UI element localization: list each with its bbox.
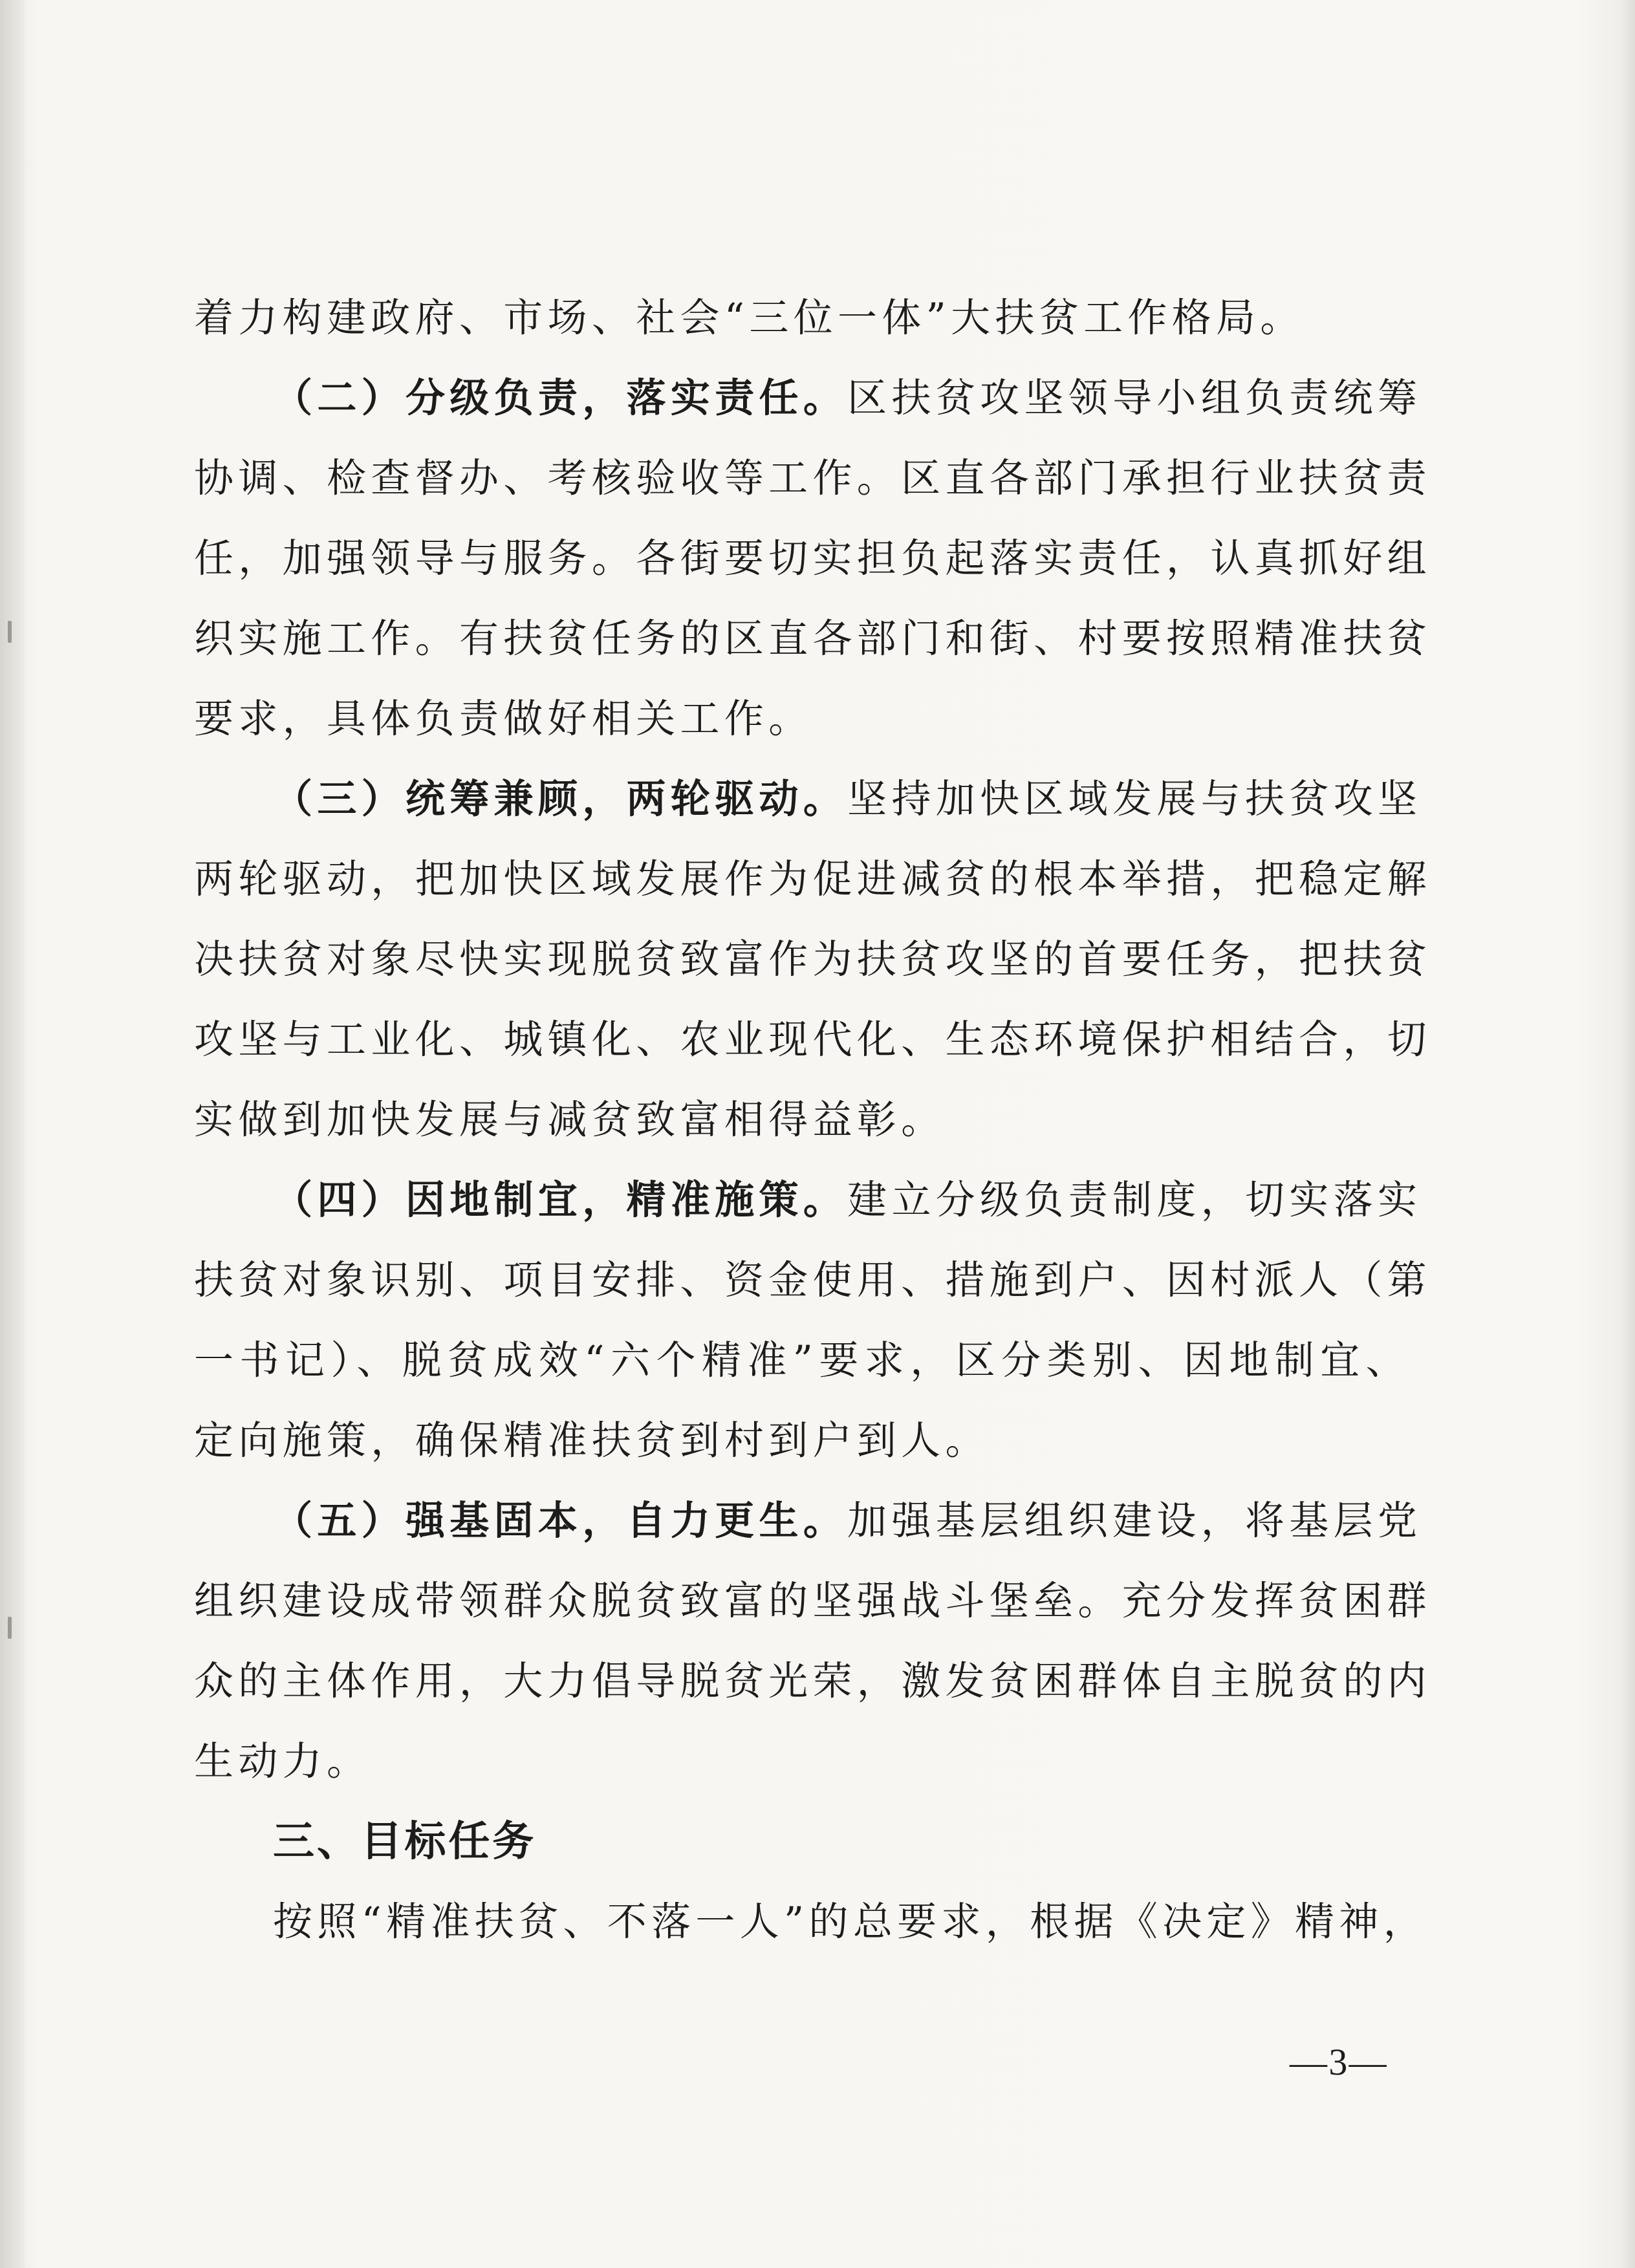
- paragraph-line: 生动力。: [194, 1738, 371, 1784]
- paragraph-lead: （二）分级负责，落实责任。: [273, 375, 848, 421]
- paragraph-text: 区扶贫攻坚领导小组负责统筹: [847, 375, 1422, 421]
- paragraph-line: 着力构建政府、市场、社会“三位一体”大扶贫工作格局。: [194, 295, 1305, 341]
- paragraph-line: 要求，具体负责做好相关工作。: [194, 696, 813, 742]
- binding-edge: [0, 0, 25, 2268]
- paragraph-lead: （四）因地制宜，精准施策。: [273, 1177, 848, 1223]
- paragraph-line: 两轮驱动，把加快区域发展作为促进减贫的根本举措，把稳定解: [194, 856, 1431, 902]
- paragraph-line: 定向施策，确保精准扶贫到村到户到人。: [194, 1418, 990, 1463]
- page-edge-shadow: [1619, 0, 1635, 2268]
- paragraph-line: 协调、检查督办、考核验收等工作。区直各部门承担行业扶贫责: [194, 455, 1431, 501]
- page-number: —3—: [1290, 2041, 1388, 2083]
- paragraph-line: 组织建设成带领群众脱贫致富的坚强战斗堡垒。充分发挥贫困群: [194, 1578, 1431, 1624]
- body-text: [194, 278, 1431, 1962]
- paragraph-line: 织实施工作。有扶贫任务的区直各部门和街、村要按照精准扶贫: [194, 616, 1431, 662]
- paragraph-line: 一书记）、脱贫成效“六个精准”要求，区分类别、因地制宜、: [194, 1337, 1410, 1383]
- paragraph-text: 坚持加快区域发展与扶贫攻坚: [847, 776, 1422, 822]
- paragraph-line: 众的主体作用，大力倡导脱贫光荣，激发贫困群体自主脱贫的内: [194, 1658, 1431, 1704]
- paragraph-first-line: [194, 358, 1422, 438]
- paragraph-first-line: [194, 1160, 1422, 1240]
- section-heading: 三、目标任务: [273, 1818, 537, 1866]
- paragraph-line: 决扶贫对象尽快实现脱贫致富作为扶贫攻坚的首要任务，把扶贫: [194, 936, 1431, 982]
- paragraph-line: 实做到加快发展与减贫致富相得益彰。: [194, 1097, 946, 1143]
- paragraph-text: 加强基层组织建设，将基层党: [847, 1498, 1422, 1544]
- paragraph-line: 攻坚与工业化、城镇化、农业现代化、生态环境保护相结合，切: [194, 1017, 1431, 1063]
- staple-mark: [8, 621, 12, 643]
- paragraph-first-line: 按照“精准扶贫、不落一人”的总要求，根据《决定》精神，: [273, 1899, 1428, 1945]
- paragraph-lead: （五）强基固本，自力更生。: [273, 1498, 848, 1544]
- staple-mark: [8, 1617, 12, 1639]
- paragraph-line: 扶贫对象识别、项目安排、资金使用、措施到户、因村派人（第: [194, 1257, 1431, 1303]
- paragraph-line: 任，加强领导与服务。各街要切实担负起落实责任，认真抓好组: [194, 535, 1431, 581]
- paragraph-first-line: [194, 759, 1422, 839]
- paragraph-first-line: [194, 1481, 1422, 1561]
- paragraph-lead: （三）统筹兼顾，两轮驱动。: [273, 776, 848, 822]
- paragraph-text: 建立分级负责制度，切实落实: [847, 1177, 1422, 1223]
